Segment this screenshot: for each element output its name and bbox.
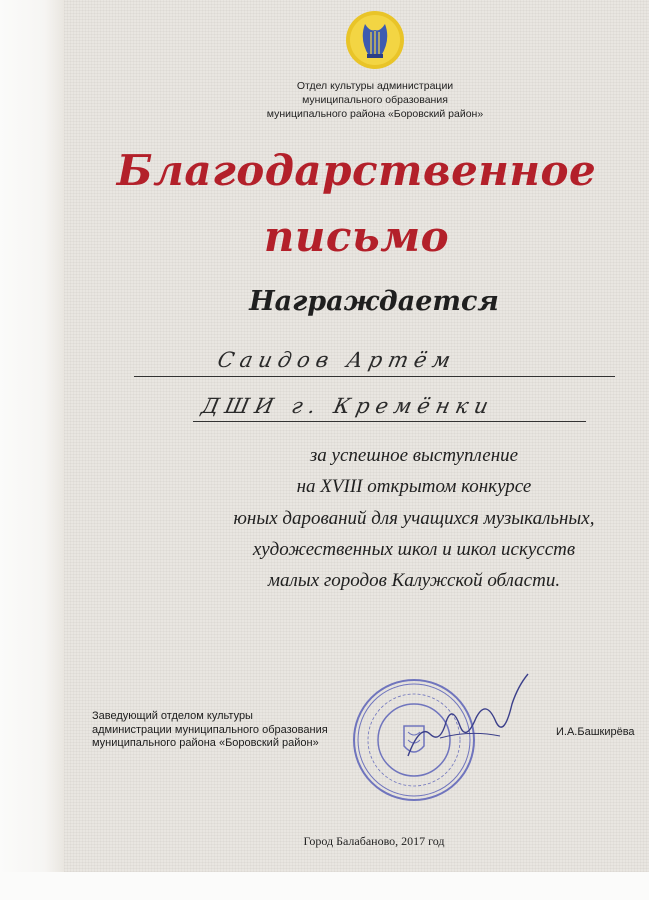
org-line-3: муниципального района «Боровский район»: [266, 108, 484, 120]
recipient-school: ДШИ г. Кремёнки: [199, 394, 497, 418]
body-line-5: малых городов Калужской области.: [267, 570, 561, 591]
scan-bottom-margin: [0, 872, 649, 900]
title-line-2: письмо: [263, 212, 450, 261]
position-line-3: муниципального района «Боровский район»: [92, 737, 319, 749]
signature-position: [92, 710, 392, 751]
body-line-2: на XVIII открытом конкурсе: [296, 476, 532, 497]
body-line-3: юных дарований для учащихся музыкальных,: [233, 508, 595, 529]
body-line-4: художественных школ и школ искусств: [252, 539, 576, 560]
name-underline: [134, 376, 615, 377]
org-line-2: муниципального образования: [302, 94, 448, 106]
lyre-emblem-icon: [345, 10, 405, 70]
title-line-1: Благодарственное: [116, 146, 597, 195]
footer-place-year: Город Балабаново, 2017 год: [303, 834, 445, 848]
signer-name: И.А.Башкирёва: [556, 726, 635, 738]
scan-margin: [0, 0, 64, 900]
recipient-name: Саидов Артём: [215, 348, 459, 372]
handwritten-signature: [400, 664, 540, 774]
school-underline: [193, 421, 586, 422]
position-line-2: администрации муниципального образования: [92, 723, 328, 736]
awarded-label: Награждается: [249, 286, 499, 317]
org-line-1: Отдел культуры администрации: [296, 80, 454, 92]
body-line-1: за успешное выступление: [309, 445, 519, 466]
position-line-1: Заведующий отделом культуры: [92, 710, 253, 722]
